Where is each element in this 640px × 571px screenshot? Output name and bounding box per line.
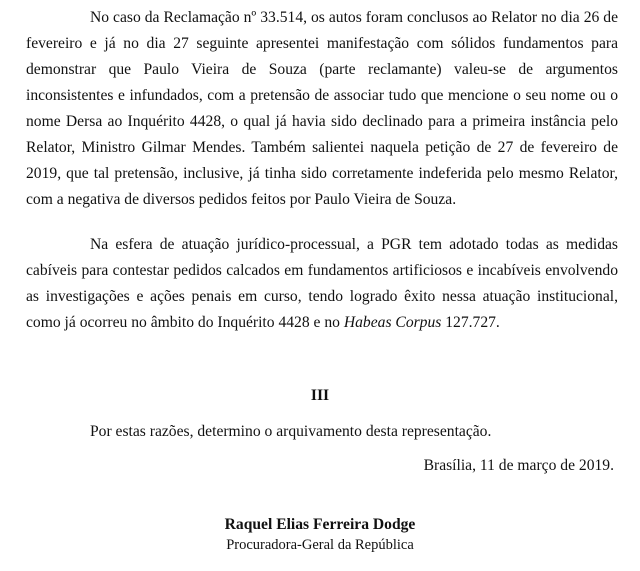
section-heading-roman: III [310,387,330,404]
signature-block [0,515,640,555]
date-line: Brasília, 11 de março de 2019. [423,457,614,474]
habeas-corpus-italic: Habeas Corpus [343,314,442,331]
habeas-corpus-number: 127.727. [441,314,500,331]
paragraph-reclamacao: No caso da Reclamação nº 33.514, os autos foram conclusos ao Relator no dia 26 de fevereiro e já no dia 27 seguinte apresentei manifestação com sólidos fundamentos para demonstrar que Paulo Vieira de Souza (parte reclamante) valeu-se de argumentos inconsistentes e infundados, com a pretensão de associar tudo que mencione o seu nome ou o nome Dersa ao Inquérito 4428, o qual já havia sido declinado para a primeira instância pelo Relator, Ministro Gilmar Mendes. Também salientei naquela petição de 27 de fevereiro de 2019, que tal pretensão, inclusive, já tinha sido corretamente indeferida pelo mesmo Relator, com a negativa de diversos pedidos feitos por Paulo Vieira de Souza. [26,9,618,208]
signatory-title: Procuradora-Geral da República [226,537,414,553]
paragraph-atuacao-text: Na esfera de atuação jurídico-processual, a PGR tem adotado todas as medidas cabíveis para contestar pedidos calcados em fundamentos artificiosos e incabíveis envolvendo as investigações e ações penais em curso, tendo logrado êxito nessa atuação institucional, como já ocorreu no âmbito do Inquérito 4428 e no [26,236,618,331]
paragraph-atuacao-pgr [26,232,618,336]
signatory-name: Raquel Elias Ferreira Dodge [224,516,416,533]
closing-decision: Por estas razões, determino o arquivamento desta representação. [90,423,492,440]
